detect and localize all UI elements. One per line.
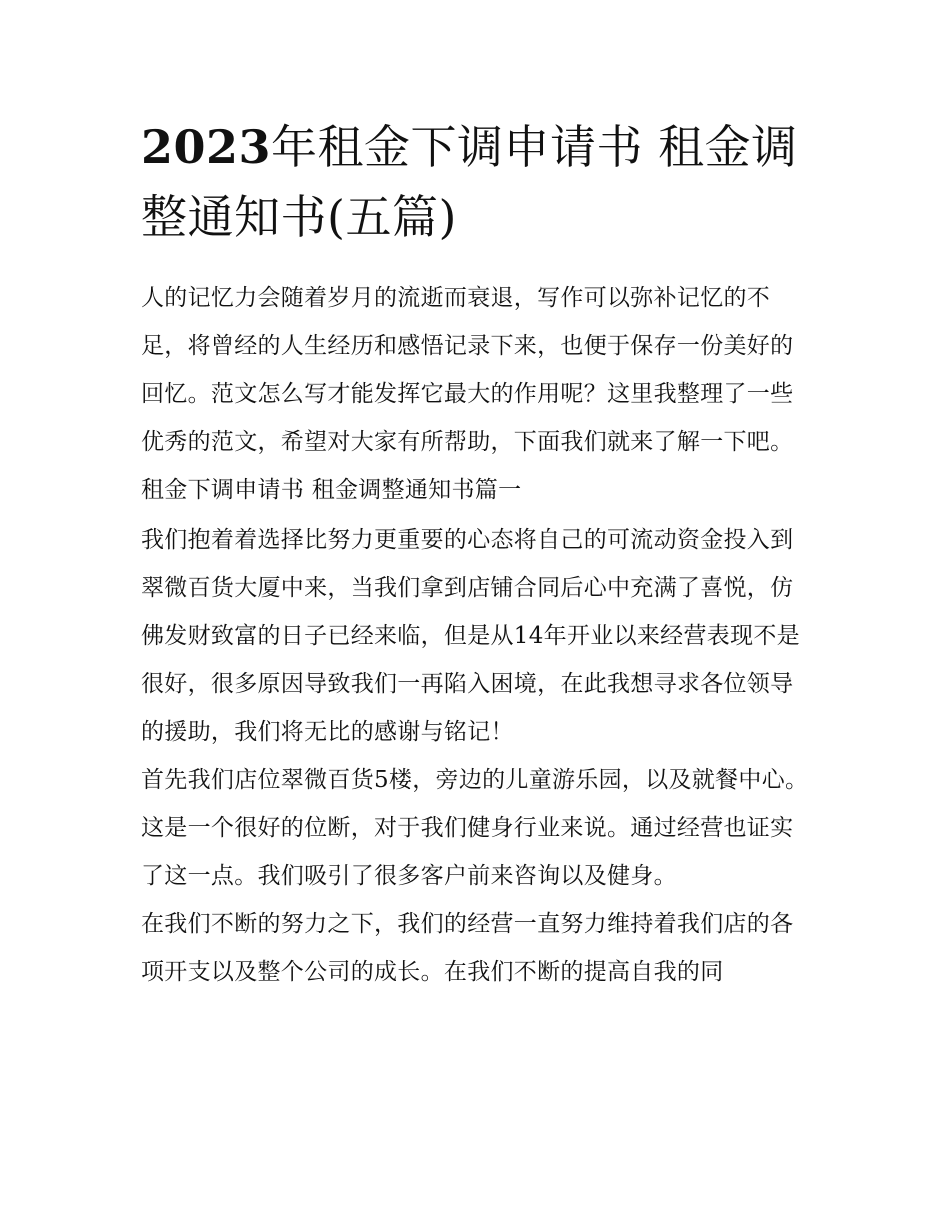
title-text: 年租金下调申请书 租金调整通知书(五篇) bbox=[141, 120, 798, 244]
document-page bbox=[141, 112, 813, 996]
title-year: 2023 bbox=[141, 120, 272, 174]
intro-paragraph: 人的记忆力会随着岁月的流逝而衰退，写作可以弥补记忆的不足，将曾经的人生经历和感悟记录下来，也便于保存一份美好的回忆。范文怎么写才能发挥它最大的作用呢？这里我整理了一些优秀的范文，希望对大家有所帮助，下面我们就来了解一下吧。 bbox=[141, 285, 794, 455]
document-title bbox=[141, 112, 813, 252]
body-paragraph-1: 我们抱着着选择比努力更重要的心态将自己的可流动资金投入到翠微百货大厦中来，当我们拿到店铺合同后心中充满了喜悦，仿佛发财致富的日子已经来临，但是从14年开业以来经营表现不是很好，很多原因导致我们一再陷入困境，在此我想寻求各位领导的援助，我们将无比的感谢与铭记！ bbox=[141, 527, 800, 745]
body-paragraph-2: 首先我们店位翠微百货5楼，旁边的儿童游乐园，以及就餐中心。这是一个很好的位断，对于我们健身行业来说。通过经营也证实了这一点。我们吸引了很多客户前来咨询以及健身。 bbox=[141, 767, 809, 889]
section-heading: 租金下调申请书 租金调整通知书篇一 bbox=[141, 477, 522, 503]
body-paragraph-3: 在我们不断的努力之下，我们的经营一直努力维持着我们店的各项开支以及整个公司的成长。在我们不断的提高自我的同 bbox=[141, 911, 794, 985]
